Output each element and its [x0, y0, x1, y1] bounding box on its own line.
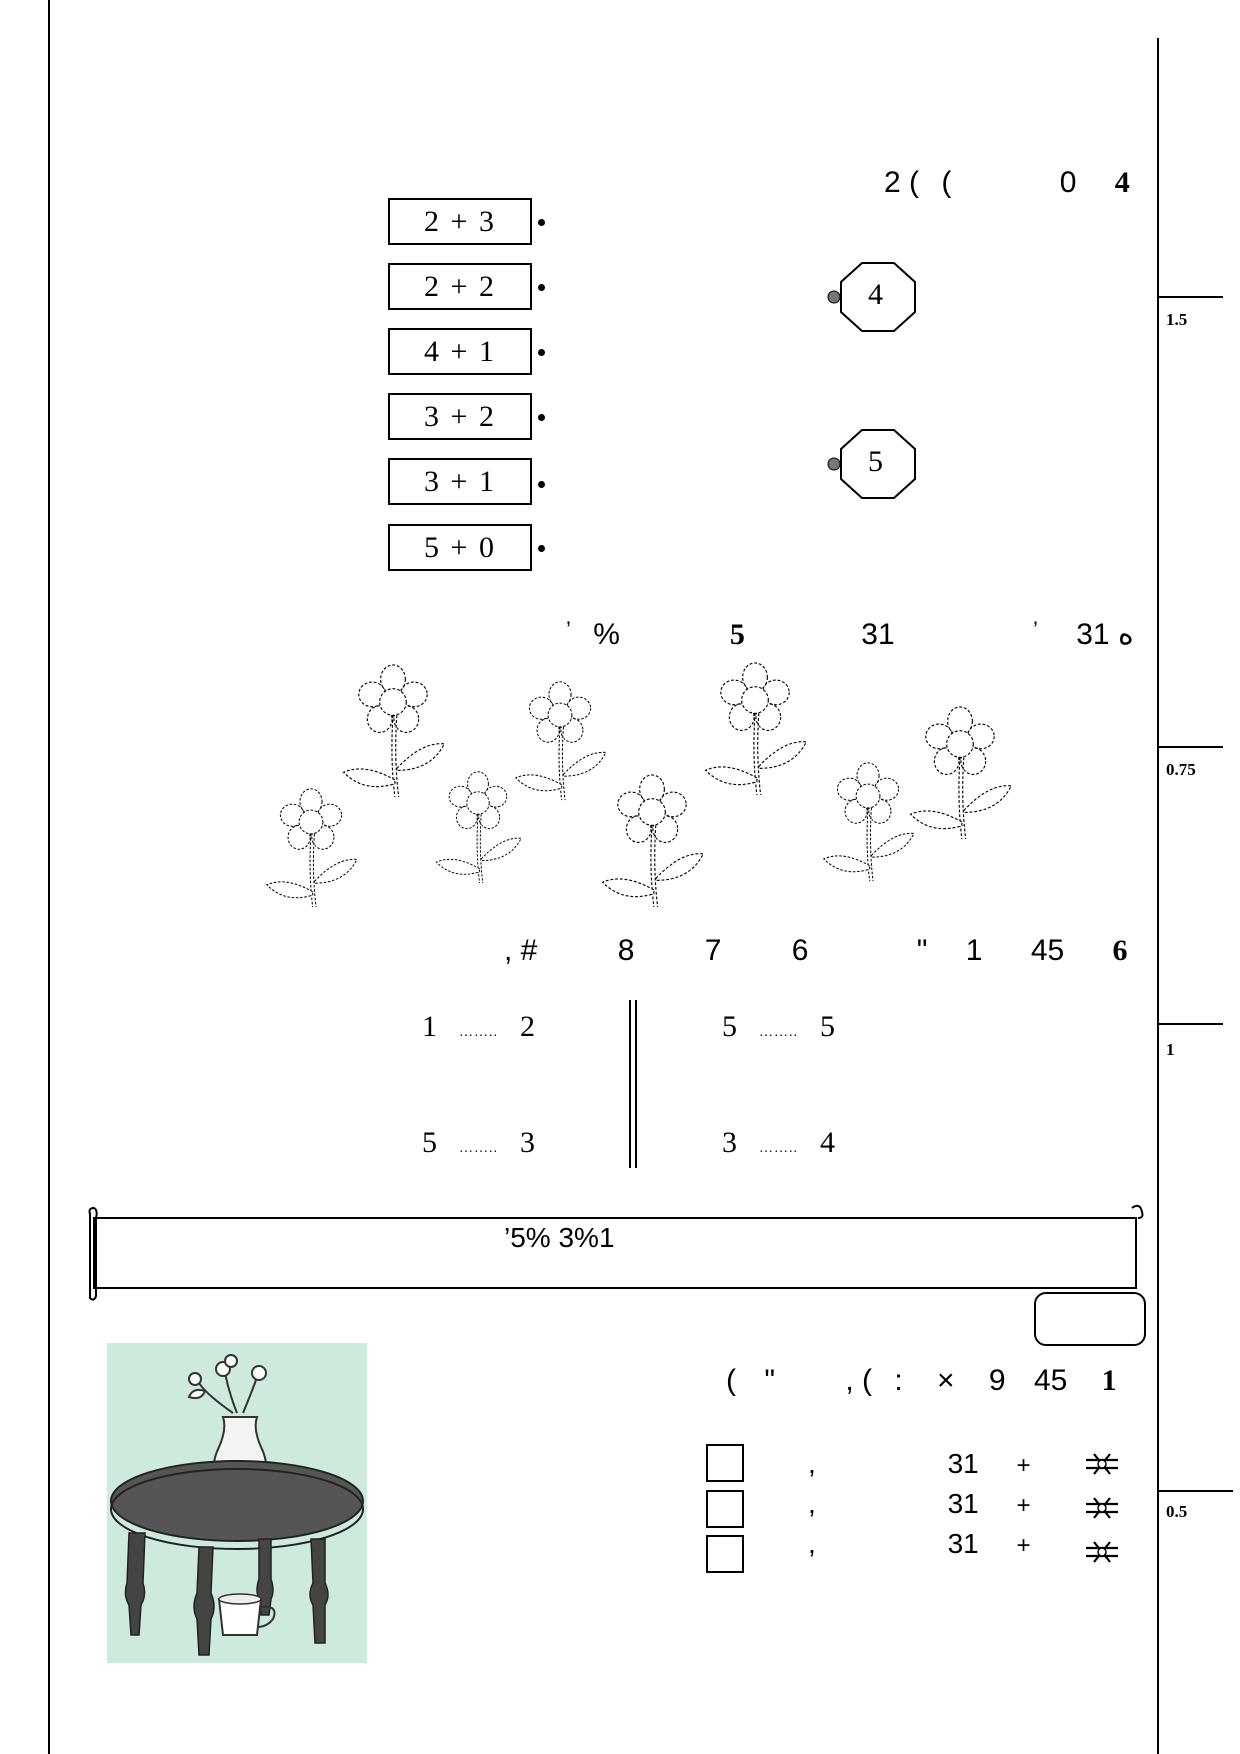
header-token: 45 — [1033, 1364, 1068, 1397]
flower-icon — [603, 775, 704, 907]
score-value: 0.75 — [1166, 760, 1196, 779]
match-dot[interactable] — [538, 219, 545, 226]
header-token: 0 — [1059, 166, 1077, 199]
answer-blank[interactable]: …….. — [459, 1141, 498, 1156]
expression-box: 3 + 1 — [388, 458, 532, 505]
match-dot[interactable] — [538, 349, 545, 356]
scroll-banner — [84, 1204, 1146, 1304]
expression-box: 2 + 2 — [388, 263, 532, 310]
score-divider — [1157, 1023, 1223, 1025]
score-divider — [1157, 296, 1223, 298]
option-plus: + — [1016, 1492, 1031, 1519]
flower-icon — [824, 763, 914, 881]
comparison-item[interactable] — [722, 1010, 835, 1044]
header-token: 6 — [791, 934, 809, 967]
option-mark: , — [808, 1448, 816, 1479]
octagon-label: 4 — [868, 278, 883, 311]
table-vase-cup-illustration — [107, 1343, 367, 1663]
comparison-left: 5 — [722, 1010, 737, 1043]
left-margin-line — [48, 0, 50, 1754]
comparison-left: 1 — [422, 1010, 437, 1043]
option-plus: + — [1016, 1532, 1031, 1559]
match-dot[interactable] — [538, 545, 545, 552]
header-token: " — [916, 934, 928, 967]
comparison-right: 4 — [820, 1126, 835, 1159]
option-row — [808, 1488, 1031, 1520]
question-number: 4 — [1114, 166, 1130, 199]
q5-header — [566, 617, 1134, 652]
header-token: 45 — [1030, 934, 1065, 967]
octagon-target[interactable] — [826, 260, 916, 334]
flower-icon — [911, 707, 1012, 839]
flower-icon — [344, 665, 445, 797]
option-plus: + — [1016, 1452, 1031, 1479]
header-token: " — [764, 1364, 775, 1397]
score-divider — [1157, 1490, 1233, 1492]
q1-header — [726, 1364, 1117, 1398]
question-number: 6 — [1112, 934, 1128, 967]
header-token: 1 — [965, 934, 983, 967]
comparison-item[interactable] — [422, 1010, 535, 1044]
header-token: %ه — [593, 618, 1134, 651]
option-mark: , — [808, 1528, 816, 1559]
octagon-target[interactable] — [826, 427, 916, 501]
double-divider — [629, 1000, 631, 1168]
match-dot[interactable] — [538, 284, 545, 291]
score-divider — [1157, 746, 1223, 748]
option-checkbox[interactable] — [706, 1490, 744, 1528]
expression-box: 3 + 2 — [388, 393, 532, 440]
header-token: × — [937, 1364, 955, 1397]
score-box[interactable] — [1034, 1292, 1146, 1346]
answer-blank[interactable]: …….. — [759, 1141, 798, 1156]
header-token: ( — [941, 166, 952, 199]
match-dot[interactable] — [538, 481, 545, 488]
option-checkbox[interactable] — [706, 1535, 744, 1573]
star-icon — [1082, 1496, 1122, 1520]
option-number: 31 — [947, 1448, 979, 1479]
header-token: 8 — [617, 934, 635, 967]
expression-box: 2 + 3 — [388, 198, 532, 245]
flower-icon — [706, 663, 807, 795]
header-token: : — [894, 1364, 903, 1397]
comparison-item[interactable] — [722, 1126, 835, 1160]
header-token: 2 ( — [884, 166, 920, 199]
comparison-right: 5 — [820, 1010, 835, 1043]
header-token: ’ — [1032, 617, 1038, 642]
comparison-left: 3 — [722, 1126, 737, 1159]
match-dot[interactable] — [538, 414, 545, 421]
comparison-item[interactable] — [422, 1126, 535, 1160]
comparison-right: 3 — [520, 1126, 535, 1159]
expression-box: 4 + 1 — [388, 328, 532, 375]
header-token: ( — [726, 1364, 736, 1397]
q4-header — [884, 166, 1130, 200]
header-token: 31 — [1076, 618, 1110, 651]
header-token: , # — [504, 934, 538, 967]
score-value: 1.5 — [1166, 310, 1188, 329]
option-row — [808, 1528, 1031, 1560]
flower-icon — [516, 682, 606, 800]
question-number: 5 — [729, 618, 745, 651]
flowers-illustration — [260, 660, 1040, 920]
option-number: 31 — [947, 1528, 979, 1559]
q6-header — [504, 934, 1128, 968]
option-row — [808, 1448, 1031, 1480]
score-value: 0.5 — [1166, 1502, 1188, 1521]
expression-box: 5 + 0 — [388, 524, 532, 571]
octagon-label: 5 — [868, 445, 883, 478]
answer-blank[interactable]: …….. — [459, 1025, 498, 1040]
comparison-left: 5 — [422, 1126, 437, 1159]
header-token: 9 — [988, 1364, 1006, 1397]
star-icon — [1082, 1452, 1122, 1476]
comparison-right: 2 — [520, 1010, 535, 1043]
option-checkbox[interactable] — [706, 1444, 744, 1482]
flower-icon — [436, 772, 521, 883]
header-token: 7 — [704, 934, 722, 967]
question-number: 1 — [1101, 1364, 1117, 1397]
header-token: 31 — [861, 618, 895, 651]
double-divider — [635, 1000, 637, 1168]
flower-icon — [267, 789, 357, 907]
star-icon — [1082, 1540, 1122, 1564]
header-token: ’ — [566, 617, 571, 642]
answer-blank[interactable]: …….. — [759, 1025, 798, 1040]
section-title: ’5% 3%1 — [504, 1222, 615, 1253]
header-token: , ( — [845, 1364, 873, 1397]
option-mark: , — [808, 1488, 816, 1519]
option-number: 31 — [947, 1488, 979, 1519]
score-value: 1 — [1166, 1040, 1175, 1059]
